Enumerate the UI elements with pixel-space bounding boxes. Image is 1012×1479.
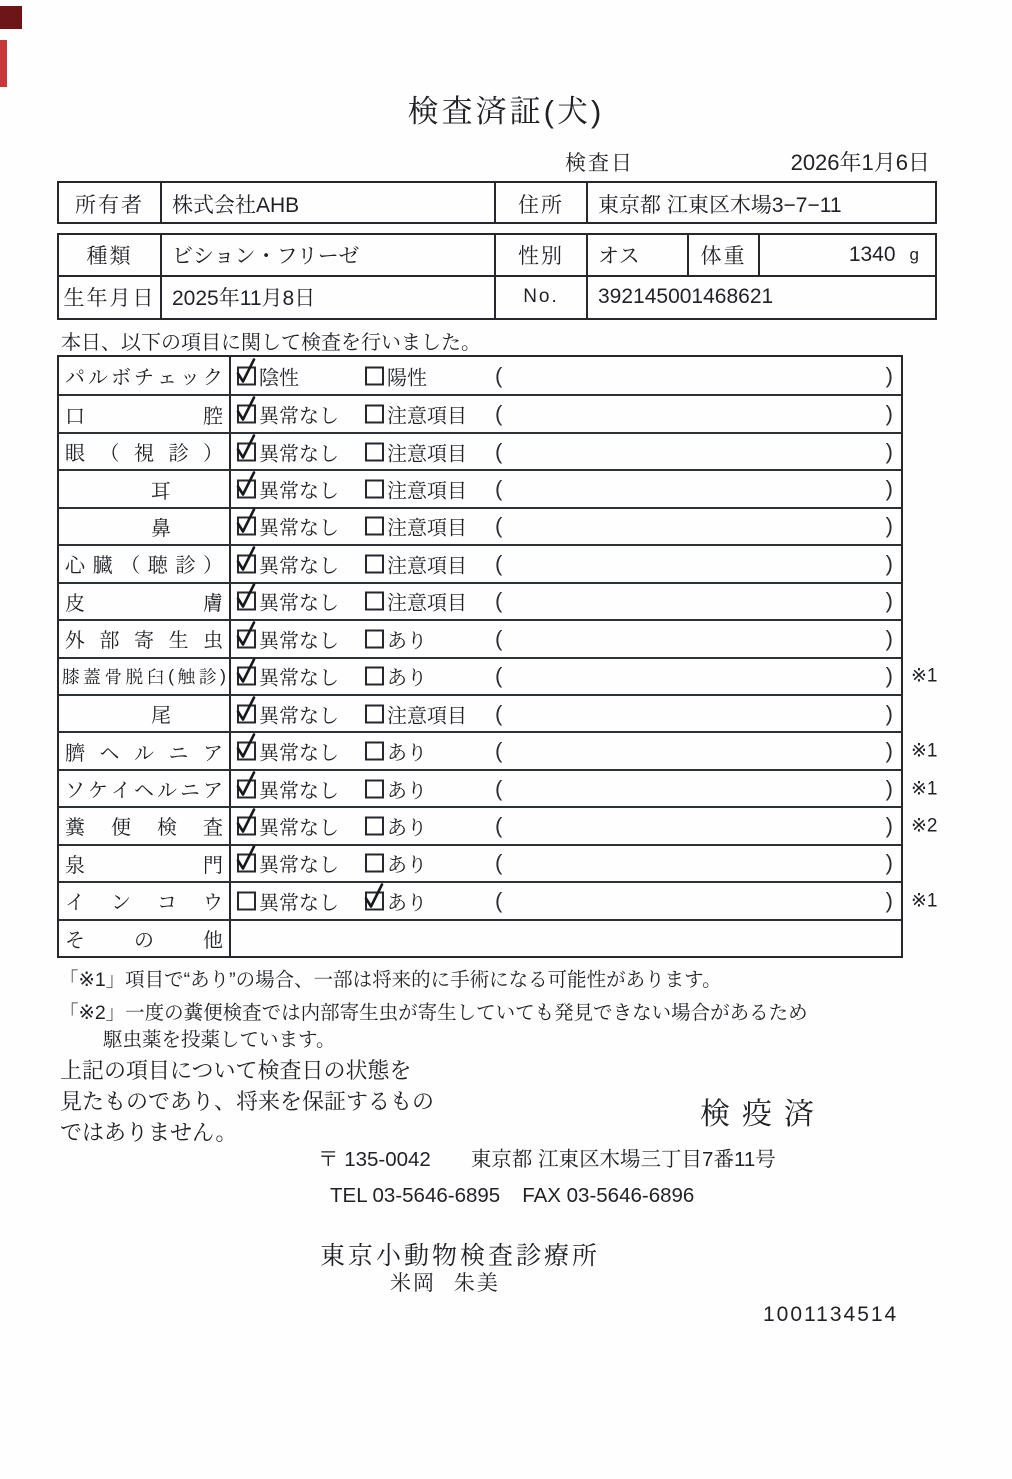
option-label: 注意項目 [387, 443, 467, 466]
checkbox-checked [237, 742, 256, 761]
row-options [231, 808, 938, 843]
checkbox-unchecked [237, 891, 256, 910]
row-label [59, 584, 231, 619]
checkbox-checked [365, 891, 384, 910]
row-options [231, 771, 938, 806]
checkbox-checked [237, 667, 256, 686]
check-mark-icon [235, 582, 259, 612]
checkbox-unchecked [365, 629, 384, 648]
row-label-char: 部 [99, 630, 120, 653]
row-options [231, 846, 901, 881]
row-label-char: 臍 [65, 742, 85, 765]
checklist-row [59, 357, 901, 394]
checkbox-unchecked [365, 405, 384, 424]
option-label: あり [387, 742, 427, 765]
row-label [59, 883, 231, 918]
weight-value-cell [760, 235, 935, 275]
checklist-row [59, 731, 938, 768]
checkbox-unchecked [365, 704, 384, 723]
check-mark-icon [235, 657, 259, 687]
checkbox-checked [237, 480, 256, 499]
checkbox-unchecked [365, 442, 384, 461]
option-label: あり [387, 817, 427, 840]
row-options [231, 584, 901, 619]
checkbox-checked [237, 442, 256, 461]
row-label-char: 糞 [65, 817, 85, 840]
row-label-char: 診 [198, 666, 217, 687]
row-label-char: 視 [134, 443, 154, 466]
option-label: あり [387, 780, 427, 803]
remark-paren-open: ( [495, 625, 503, 651]
row-label-char: 腔 [203, 405, 223, 428]
checklist-row [59, 844, 901, 881]
remark-paren-close: ) [885, 887, 893, 913]
row-label-char: 眼 [65, 443, 85, 466]
option-label: 注意項目 [387, 705, 467, 728]
remark-paren-close: ) [885, 700, 893, 726]
checklist-row [59, 657, 938, 694]
row-label-char: の [134, 929, 154, 952]
row-label-char: ニ [180, 780, 200, 803]
row-label-char: 脱 [125, 666, 144, 687]
row-label-char: ヘ [99, 742, 120, 765]
quarantine-stamp: 検疫済 [700, 1098, 826, 1131]
option-label: あり [387, 630, 427, 653]
check-mark-icon [235, 544, 259, 574]
remark-paren-close: ) [885, 401, 893, 427]
row-footnote-ref: ※2 [911, 815, 938, 837]
remark-paren-open: ( [495, 812, 503, 838]
weight-value: 1340 [848, 242, 896, 266]
row-label-char: 口 [65, 405, 85, 428]
remark-paren-open: ( [495, 850, 503, 876]
row-label-char: 尾 [151, 705, 171, 728]
row-label-char: ） [202, 555, 223, 578]
row-label-char: 蓋 [83, 666, 101, 687]
checkbox-unchecked [365, 779, 384, 798]
check-mark-icon [235, 769, 259, 799]
footnote-2: 「※2」一度の糞便検査では内部寄生虫が寄生していても発見できない場合があるため [59, 1002, 808, 1024]
footnote-1: 「※1」項目で“あり”の場合、一部は将来的に手術になる可能性があります。 [59, 969, 722, 991]
option [365, 587, 467, 616]
row-label-char: 臼 [146, 666, 165, 687]
disclaimer-line: 上記の項目について検査日の状態を [60, 1058, 412, 1083]
option [237, 886, 339, 915]
remark-paren-close: ) [885, 588, 893, 614]
remark-paren-close: ) [885, 476, 893, 502]
clinic-tel: TEL 03-5646-6895 [330, 1184, 501, 1207]
row-label-char: ア [203, 742, 223, 765]
row-label [59, 921, 231, 956]
option [237, 624, 339, 653]
check-mark-icon [235, 507, 259, 537]
row-footnote-ref: ※1 [911, 890, 938, 912]
row-label-char: ニ [168, 742, 189, 765]
row-footnote-ref: ※1 [911, 778, 938, 800]
option-label: 異常なし [259, 705, 339, 728]
row-label-char: 検 [157, 817, 177, 840]
row-label-char: 臓 [92, 555, 113, 578]
option [365, 475, 467, 504]
option-label: 異常なし [259, 480, 339, 503]
row-label-char: 査 [203, 817, 223, 840]
check-mark-icon [235, 432, 259, 462]
check-mark-icon [235, 470, 259, 500]
checkbox-unchecked [365, 554, 384, 573]
remark-paren-open: ( [495, 513, 503, 539]
row-label-char: 生 [168, 630, 189, 653]
option [237, 811, 339, 840]
option-label: 異常なし [259, 667, 339, 690]
row-label-char: 鼻 [151, 517, 171, 540]
checkbox-checked [237, 629, 256, 648]
checklist-row [59, 432, 901, 469]
row-options [231, 733, 938, 768]
scan-artifact-bar [0, 40, 7, 87]
option-label: 異常なし [259, 854, 339, 877]
checklist-row [59, 582, 901, 619]
check-mark-icon [235, 619, 259, 649]
species-label: 種類 [59, 235, 162, 275]
row-label-char: （ [99, 443, 120, 466]
row-label-char: 門 [203, 854, 223, 877]
row-footnote-ref: ※1 [911, 740, 938, 762]
row-options [231, 546, 901, 581]
remark-paren-close: ) [885, 625, 893, 651]
option-label: 注意項目 [387, 480, 467, 503]
clinic-tel-line [330, 1184, 694, 1208]
no-value: 392145001468621 [598, 285, 774, 309]
checkbox-checked [237, 854, 256, 873]
clinic-postal-line [318, 1142, 776, 1172]
option-label: 異常なし [259, 817, 339, 840]
row-label-char: 虫 [203, 630, 223, 653]
check-mark-icon [235, 732, 259, 762]
option [237, 437, 339, 466]
option-label: 異常なし [259, 443, 339, 466]
row-label-char: 寄 [134, 630, 154, 653]
remark-paren-close: ) [885, 812, 893, 838]
row-options [231, 696, 901, 731]
checklist-row [59, 394, 901, 431]
check-mark-icon [235, 395, 259, 425]
row-label-char: ル [134, 742, 154, 765]
option [237, 774, 339, 803]
row-label-char: 膝 [62, 666, 80, 687]
weight-unit: g [909, 244, 919, 264]
option-label: 注意項目 [387, 555, 467, 578]
row-label-char: 外 [65, 630, 85, 653]
remark-paren-close: ) [885, 513, 893, 539]
checkbox-unchecked [365, 592, 384, 611]
option-label: あり [387, 892, 427, 915]
checkbox-unchecked [365, 667, 384, 686]
remark-paren-close: ) [885, 663, 893, 689]
option [365, 886, 427, 915]
row-label-char: 骨 [104, 666, 122, 687]
examiner-name: 米岡 朱美 [390, 1272, 500, 1295]
owner-row [59, 183, 935, 224]
row-label [59, 808, 231, 843]
remark-paren-open: ( [495, 775, 503, 801]
checklist-row [59, 919, 901, 956]
checklist-row [59, 507, 901, 544]
address-value: 東京都 江東区木場3−7−11 [598, 193, 842, 217]
inspection-date-value: 2026年1月6日 [790, 150, 930, 175]
row-label-char: 心 [65, 555, 85, 578]
checklist-row [59, 806, 938, 843]
checklist-row [59, 769, 938, 806]
row-label-char: イ [111, 780, 131, 803]
row-label-char: （ [120, 555, 141, 578]
row-label [59, 357, 231, 394]
option [365, 737, 427, 766]
option [237, 512, 339, 541]
option [365, 774, 427, 803]
row-label-char: 診 [168, 443, 189, 466]
clinic-address: 東京都 江東区木場三丁目7番11号 [470, 1148, 776, 1171]
row-label [59, 509, 231, 544]
row-label-char: そ [65, 929, 85, 952]
row-label [59, 771, 231, 806]
row-label [59, 396, 231, 431]
disclaimer-line: ではありません。 [60, 1120, 238, 1145]
option [365, 662, 427, 691]
option-label: 異常なし [259, 517, 339, 540]
option-label: 異常なし [259, 555, 339, 578]
scan-artifact-square [0, 6, 22, 29]
option-label: 異常なし [259, 892, 339, 915]
row-label-char: 泉 [65, 854, 85, 877]
row-label [59, 846, 231, 881]
option [237, 475, 339, 504]
row-label-char: ク [203, 367, 223, 390]
row-label-char: ） [203, 443, 223, 466]
sex-value: オス [588, 235, 689, 275]
birth-value: 2025年11月8日 [162, 277, 496, 319]
row-label-char: ( [168, 665, 174, 686]
remark-paren-close: ) [885, 550, 893, 576]
check-mark-icon [235, 694, 259, 724]
checkbox-unchecked [365, 854, 384, 873]
remark-paren-close: ) [885, 738, 893, 764]
owner-table [57, 181, 937, 224]
option-label: 異常なし [259, 630, 339, 653]
inspection-date-label: 検査日 [565, 152, 634, 175]
row-label-char: 診 [175, 555, 196, 578]
row-label-char: ヘ [134, 780, 154, 803]
checklist-row [59, 544, 901, 581]
checkbox-checked [237, 704, 256, 723]
option [237, 361, 299, 390]
remark-paren-open: ( [495, 476, 503, 502]
row-label-char: 皮 [65, 592, 85, 615]
owner-label: 所有者 [59, 183, 162, 224]
row-label [59, 546, 231, 581]
checkbox-checked [237, 816, 256, 835]
row-footnote-ref: ※1 [911, 665, 938, 687]
row-options [231, 509, 901, 544]
checkbox-checked [237, 405, 256, 424]
page-title: 検査済証(犬) [407, 94, 605, 129]
row-options [231, 357, 901, 394]
row-options [231, 471, 901, 506]
option [365, 811, 427, 840]
option [237, 549, 339, 578]
sex-label: 性別 [496, 235, 588, 275]
remark-paren-close: ) [885, 775, 893, 801]
row-label-char: ボ [111, 367, 131, 390]
row-label-char: イ [65, 892, 85, 915]
option-label: 注意項目 [387, 405, 467, 428]
option [365, 699, 467, 728]
checkbox-checked [237, 779, 256, 798]
option [237, 699, 339, 728]
check-mark-icon [235, 844, 259, 874]
checkbox-checked [237, 554, 256, 573]
row-options [231, 921, 901, 956]
species-row [59, 235, 935, 277]
row-label-char: ) [220, 665, 226, 686]
disclaimer-paragraph [60, 1055, 434, 1148]
row-label-char: 耳 [151, 480, 171, 503]
option [365, 549, 467, 578]
row-options [231, 396, 901, 431]
check-mark-icon [363, 881, 387, 911]
row-label-char: 膚 [203, 592, 223, 615]
weight-label: 体重 [689, 235, 760, 275]
remark-paren-close: ) [885, 362, 893, 388]
address-label: 住所 [496, 183, 588, 224]
checklist-row [59, 619, 901, 656]
check-mark-icon [235, 356, 259, 386]
owner-value: 株式会社AHB [162, 183, 496, 224]
row-label-char: ウ [203, 892, 223, 915]
row-label-char: ソ [65, 780, 85, 803]
animal-table [57, 233, 937, 320]
option [365, 849, 427, 878]
option [237, 849, 339, 878]
option-label: 異常なし [259, 780, 339, 803]
row-label-char: 触 [177, 666, 196, 687]
option-label: あり [387, 667, 427, 690]
row-label-char: ェ [157, 367, 177, 390]
row-label-char: 聴 [147, 555, 168, 578]
checkbox-checked [237, 517, 256, 536]
row-label-char: ケ [88, 780, 108, 803]
check-mark-icon [235, 806, 259, 836]
clinic-postal-code: 〒 135-0042 [318, 1148, 431, 1171]
checklist-row [59, 694, 901, 731]
remark-paren-open: ( [495, 550, 503, 576]
footnote-2-continued: 駆虫薬を投薬しています。 [103, 1029, 336, 1051]
option-label: 注意項目 [387, 592, 467, 615]
remark-paren-open: ( [495, 362, 503, 388]
option [237, 587, 339, 616]
checkbox-unchecked [365, 517, 384, 536]
option-label: 注意項目 [387, 517, 467, 540]
option-label: 陽性 [387, 367, 427, 390]
checkbox-checked [237, 592, 256, 611]
disclaimer-line: 見たものであり、将来を保証するもの [60, 1089, 435, 1114]
option-label: 異常なし [259, 742, 339, 765]
row-label [59, 696, 231, 731]
row-label-char: 便 [111, 817, 131, 840]
row-label-char: ア [203, 780, 223, 803]
remark-paren-open: ( [495, 887, 503, 913]
remark-paren-close: ) [885, 438, 893, 464]
remark-paren-open: ( [495, 401, 503, 427]
no-label: No. [496, 277, 588, 319]
row-label [59, 434, 231, 469]
option-label: 陰性 [259, 367, 299, 390]
option [365, 512, 467, 541]
option-label: 異常なし [259, 592, 339, 615]
species-value: ビション・フリーゼ [162, 235, 496, 275]
row-label-char: コ [157, 892, 177, 915]
remark-paren-open: ( [495, 738, 503, 764]
row-label-char: チ [134, 367, 154, 390]
option [237, 400, 339, 429]
option-label: あり [387, 854, 427, 877]
option [365, 624, 427, 653]
row-label-char: ッ [180, 367, 200, 390]
option [237, 737, 339, 766]
remark-paren-close: ) [885, 850, 893, 876]
row-options [231, 621, 901, 656]
checkbox-unchecked [365, 366, 384, 385]
row-label-char: ル [157, 780, 177, 803]
birth-label: 生年月日 [59, 277, 162, 319]
row-label [59, 659, 231, 694]
row-label [59, 471, 231, 506]
option [365, 437, 467, 466]
row-label [59, 621, 231, 656]
option-label: 異常なし [259, 405, 339, 428]
option [237, 662, 339, 691]
row-label-char: ン [111, 892, 131, 915]
row-options [231, 434, 901, 469]
statement-text: 本日、以下の項目に関して検査を行いました。 [61, 332, 481, 354]
birth-row [59, 277, 935, 319]
remark-paren-open: ( [495, 438, 503, 464]
checklist-table [57, 355, 938, 958]
clinic-fax: FAX 03-5646-6896 [522, 1184, 695, 1207]
option [365, 361, 427, 390]
checklist-row [59, 469, 901, 506]
checklist-row [59, 881, 938, 918]
serial-number: 1001134514 [763, 1303, 899, 1326]
checkbox-unchecked [365, 480, 384, 499]
checkbox-checked [237, 366, 256, 385]
row-label-char: 他 [203, 929, 223, 952]
clinic-name: 東京小動物検査診療所 [320, 1242, 601, 1270]
row-label [59, 733, 231, 768]
checkbox-unchecked [365, 816, 384, 835]
row-label-char: パ [65, 367, 85, 390]
remark-paren-open: ( [495, 700, 503, 726]
remark-paren-open: ( [495, 663, 503, 689]
row-label-char: ル [88, 367, 108, 390]
remark-paren-open: ( [495, 588, 503, 614]
row-options [231, 883, 938, 918]
checkbox-unchecked [365, 742, 384, 761]
row-options [231, 659, 938, 694]
option [365, 400, 467, 429]
